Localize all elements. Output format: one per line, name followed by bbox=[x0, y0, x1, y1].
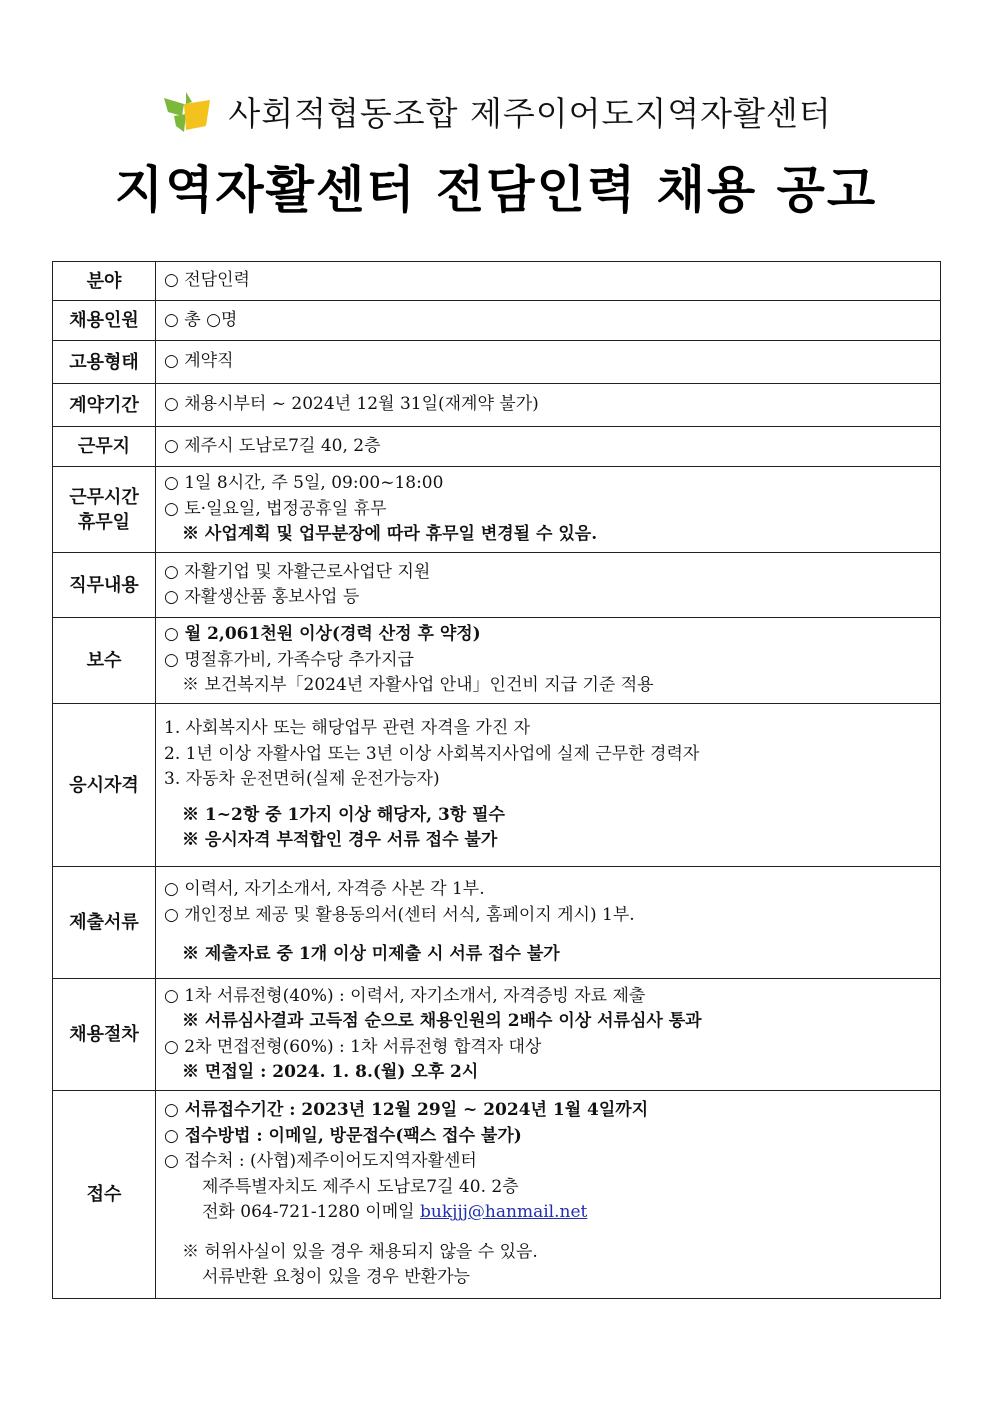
row-workplace bbox=[53, 427, 941, 467]
value-employment-type bbox=[156, 341, 941, 384]
procedure-note: ※ 면접일 : 2024. 1. 8.(월) 오후 2시 bbox=[182, 1062, 479, 1082]
label-procedure: 채용절차 bbox=[53, 979, 156, 1091]
contact-text: 전화 064-721-1280 이메일 bbox=[202, 1202, 415, 1223]
row-hours bbox=[53, 467, 941, 553]
row-qualifications bbox=[53, 704, 941, 867]
label-documents: 제출서류 bbox=[53, 867, 156, 979]
application-line: ○ 서류접수기간 : 2023년 12월 29일 ~ 2024년 1월 4일까지 bbox=[164, 1100, 649, 1121]
row-documents bbox=[53, 867, 941, 979]
procedure-step: ○ 1차 서류전형(40%) : 이력서, 자기소개서, 자격증빙 자료 제출 bbox=[164, 985, 646, 1006]
spacer bbox=[164, 1226, 932, 1240]
label-duties: 직무내용 bbox=[53, 553, 156, 618]
org-header bbox=[0, 88, 992, 135]
label-hours bbox=[53, 467, 156, 553]
spacer bbox=[164, 793, 932, 803]
value-pay bbox=[156, 618, 941, 704]
qualification-note: ※ 1~2항 중 1가지 이상 해당자, 3항 필수 bbox=[182, 804, 505, 825]
application-address: 제주특별자치도 제주시 도남로7길 40. 2층 bbox=[202, 1176, 519, 1197]
qualification-note: ※ 응시자격 부적합인 경우 서류 접수 불가 bbox=[182, 830, 498, 851]
recruitment-info-table bbox=[52, 261, 941, 1299]
value-qualifications bbox=[156, 704, 941, 867]
label-hours-1: 근무시간 bbox=[69, 486, 139, 508]
procedure-step: ○ 2차 면접전형(60%) : 1차 서류전형 합격자 대상 bbox=[164, 1036, 542, 1057]
value-procedure bbox=[156, 979, 941, 1091]
duties-line: ○ 자활기업 및 자활근로사업단 지원 bbox=[164, 561, 431, 582]
row-employment-type bbox=[53, 341, 941, 384]
hours-line: ○ 토·일요일, 법정공휴일 휴무 bbox=[164, 498, 387, 519]
label-qualifications: 응시자격 bbox=[53, 704, 156, 867]
value-duties bbox=[156, 553, 941, 618]
contract-period-line: ○ 채용시부터 ~ 2024년 12월 31일(재계약 불가) bbox=[164, 394, 539, 415]
procedure-note: ※ 서류심사결과 고득점 순으로 채용인원의 2배수 이상 서류심사 통과 bbox=[182, 1011, 702, 1031]
duties-line: ○ 자활생산품 홍보사업 등 bbox=[164, 587, 360, 607]
document-note: ※ 제출자료 중 1개 이상 미제출 시 서류 접수 불가 bbox=[182, 944, 560, 965]
application-note: 서류반환 요청이 있을 경우 반환가능 bbox=[202, 1267, 470, 1288]
org-logo-icon bbox=[160, 90, 214, 134]
label-pay: 보수 bbox=[53, 618, 156, 704]
value-workplace bbox=[156, 427, 941, 467]
row-application bbox=[53, 1091, 941, 1299]
spacer bbox=[164, 928, 932, 942]
application-contact bbox=[164, 1200, 932, 1226]
value-hours bbox=[156, 467, 941, 553]
label-headcount: 채용인원 bbox=[53, 301, 156, 341]
label-hours-2: 휴무일 bbox=[77, 511, 131, 533]
qualification-item: 1. 사회복지사 또는 해당업무 관련 자격을 가진 자 bbox=[164, 718, 531, 739]
workplace-line: ○ 제주시 도남로7길 40, 2층 bbox=[164, 435, 381, 456]
label-application: 접수 bbox=[53, 1091, 156, 1299]
hours-line: ○ 1일 8시간, 주 5일, 09:00~18:00 bbox=[164, 473, 444, 494]
value-documents bbox=[156, 867, 941, 979]
application-line: ○ 접수방법 : 이메일, 방문접수(팩스 접수 불가) bbox=[164, 1125, 522, 1146]
row-pay bbox=[53, 618, 941, 704]
document-item: ○ 이력서, 자기소개서, 자격증 사본 각 1부. bbox=[164, 879, 485, 900]
row-duties bbox=[53, 553, 941, 618]
pay-line: ○ 명절휴가비, 가족수당 추가지급 bbox=[164, 649, 414, 670]
document-item: ○ 개인정보 제공 및 활용동의서(센터 서식, 홈페이지 게시) 1부. bbox=[164, 904, 635, 925]
email-link[interactable]: bukjjj@hanmail.net bbox=[419, 1202, 588, 1223]
pay-note: ※ 보건복지부「2024년 자활사업 안내」인건비 지급 기준 적용 bbox=[182, 675, 654, 696]
row-headcount bbox=[53, 301, 941, 341]
application-line: ○ 접수처 : (사협)제주이어도지역자활센터 bbox=[164, 1151, 477, 1172]
pay-line: ○ 월 2,061천원 이상(경력 산정 후 약정) bbox=[164, 624, 481, 645]
qualification-item: 2. 1년 이상 자활사업 또는 3년 이상 사회복지사업에 실제 근무한 경력자 bbox=[164, 743, 700, 764]
value-contract-period bbox=[156, 384, 941, 427]
value-application bbox=[156, 1091, 941, 1299]
label-workplace: 근무지 bbox=[53, 427, 156, 467]
label-contract-period: 계약기간 bbox=[53, 384, 156, 427]
row-field bbox=[53, 262, 941, 301]
value-field bbox=[156, 262, 941, 301]
qualification-item: 3. 자동차 운전면허(실제 운전가능자) bbox=[164, 769, 440, 790]
row-procedure bbox=[53, 979, 941, 1091]
headcount-line: ○ 총 ○명 bbox=[164, 309, 238, 330]
application-note: ※ 허위사실이 있을 경우 채용되지 않을 수 있음. bbox=[182, 1241, 538, 1262]
label-field: 분야 bbox=[53, 262, 156, 301]
label-employment-type: 고용형태 bbox=[53, 341, 156, 384]
page-title: 지역자활센터 전담인력 채용 공고 bbox=[114, 161, 878, 219]
value-headcount bbox=[156, 301, 941, 341]
row-contract-period bbox=[53, 384, 941, 427]
employment-type-line: ○ 계약직 bbox=[164, 351, 234, 372]
field-line: ○ 전담인력 bbox=[164, 270, 250, 291]
org-name: 사회적협동조합 제주이어도지역자활센터 bbox=[228, 94, 832, 133]
hours-note: ※ 사업계획 및 업무분장에 따라 휴무일 변경될 수 있음. bbox=[182, 524, 598, 545]
